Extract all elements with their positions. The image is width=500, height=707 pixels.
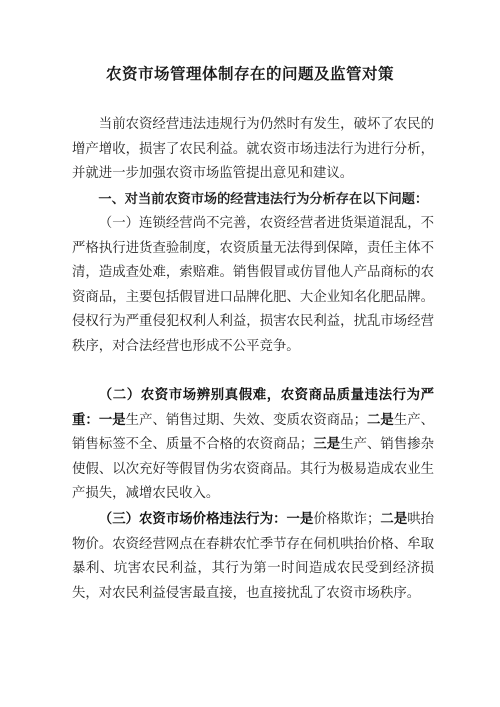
point-2-text-2: 生产、销售标签不全、质量不合格的农资商品； xyxy=(72,412,435,453)
point-2-text-1: 生产、销售过期、失效、变质农资商品； xyxy=(125,412,367,428)
section-heading: 一、对当前农资市场的经营违法行为分析存在以下问题： xyxy=(98,192,429,207)
paragraph-point-2 xyxy=(72,384,434,507)
point-2-heading: （二）农资市场辨别真假难，农资商品质量违法行为严重： xyxy=(72,388,434,428)
point-3-text-1: 价格欺诈； xyxy=(313,512,381,527)
point-1-label: （一） xyxy=(98,216,140,231)
document-title: 农资市场管理体制存在的问题及监管对策 xyxy=(105,65,394,83)
paragraph-point-1 xyxy=(72,212,434,360)
paragraph-point-3 xyxy=(72,508,434,606)
point-2-lead-3: 三是 xyxy=(313,437,341,453)
point-3-heading: （三）农资市场价格违法行为： xyxy=(98,512,287,527)
point-2-lead-1: 一是 xyxy=(98,412,126,428)
point-3-lead-2: 二是 xyxy=(380,512,408,527)
intro-paragraph: 当前农资经营违法违规行为仍然时有发生，破坏了农民的增产增收，损害了农民利益。就农资市场违法行为进行分析，并就进一步加强农资市场监管提出意见和建议。 xyxy=(72,117,434,182)
point-2-text-3: 生产、销售掺杂使假、以次充好等假冒伪劣农资商品。其行为极易造成农业生产损失，减增农民收入。 xyxy=(72,437,435,502)
point-3-lead-1: 一是 xyxy=(286,512,314,527)
point-3-text-2: 哄抬物价。农资经营网点在春耕农忙季节存在伺机哄抬价格、牟取暴利、坑害农民利益，其行为第一时间造成农民受到经济损失，对农民利益侵害最直接，也直接扰乱了农资市场秩序。 xyxy=(72,512,435,601)
point-2-lead-2: 二是 xyxy=(366,412,394,428)
point-1-text: 连锁经营尚不完善，农资经营者进货渠道混乱，不严格执行进货查验制度，农资质量无法得到保障，责任主体不清，造成查处难，索赔难。销售假冒或仿冒他人产品商标的农资商品，主要包括假冒进口品牌化肥、大企业知名化肥品牌。侵权行为严重侵犯权利人利益，损害农民利益，扰乱市场经营秩序，对合法经营也形成不公平竞争。 xyxy=(72,216,435,354)
